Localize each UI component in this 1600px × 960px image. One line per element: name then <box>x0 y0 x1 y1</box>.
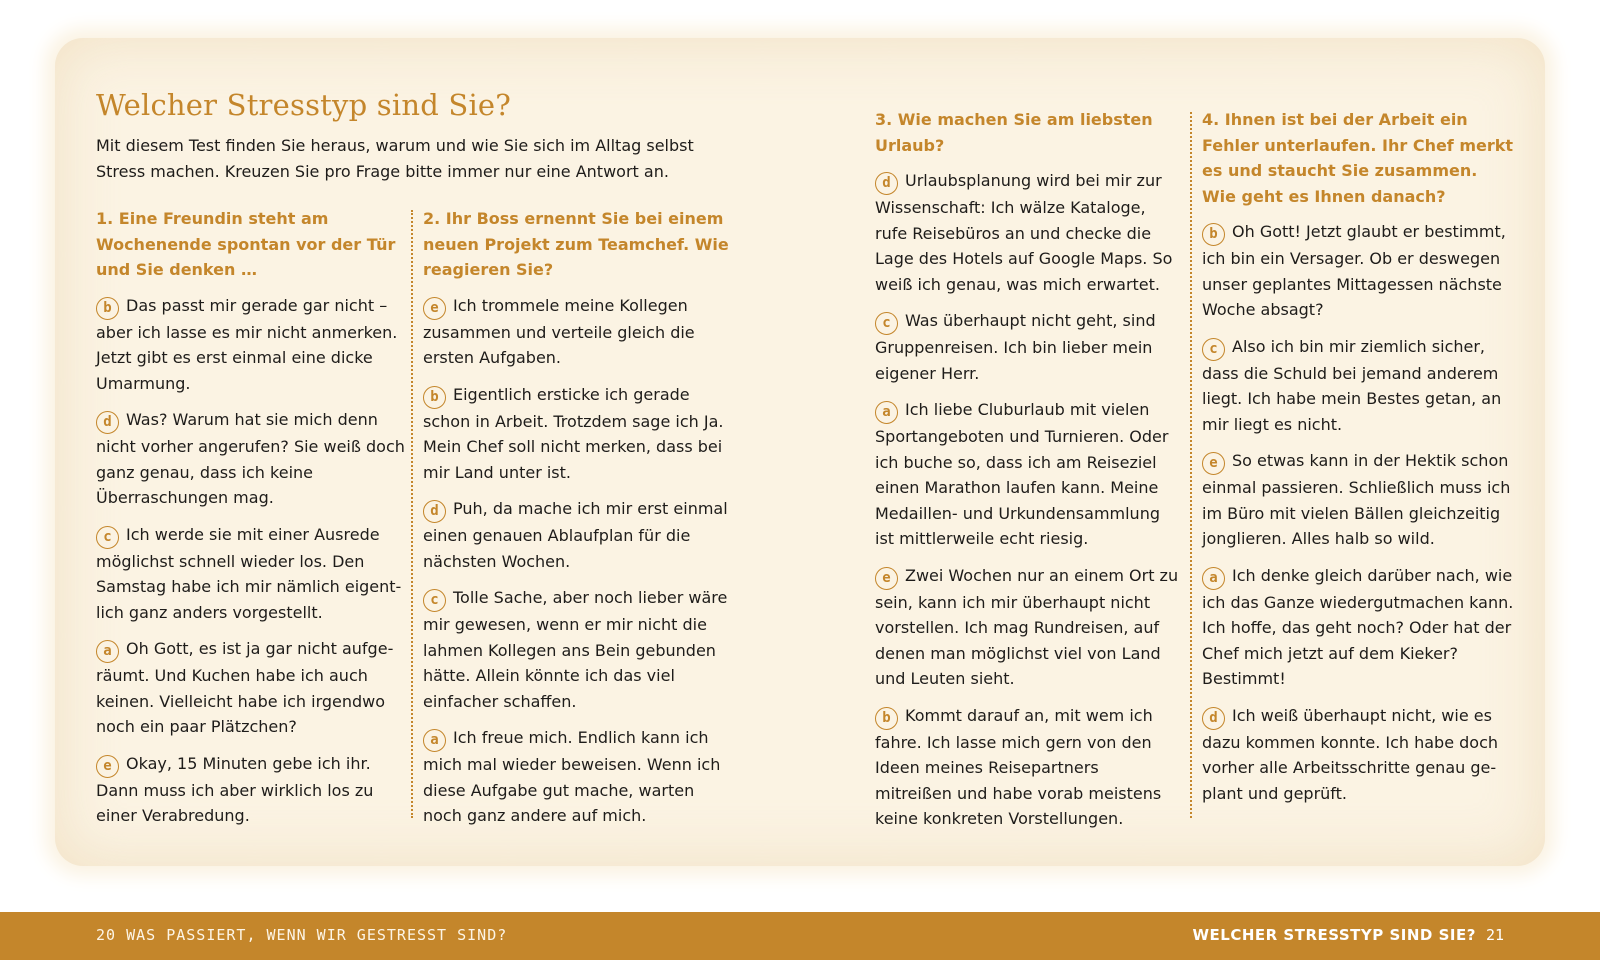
footer-right-running-head: WELCHER STRESSTYP SIND SIE? <box>1192 926 1476 944</box>
answer-text: Oh Gott, es ist ja gar nicht aufgeräumt. Und Kuchen habe ich auch keinen. Vielleicht habe ich irgendwo noch ein paar Plätzchen? <box>96 639 394 736</box>
answer-option[interactable] <box>96 636 408 740</box>
answer-option[interactable] <box>1202 334 1514 438</box>
answer-text: Zwei Wochen nur an einem Ort zu sein, kann ich mir überhaupt nicht vorstellen. Ich mag Rundreisen, auf denen man möglichst viel von Land und Leuten sieht. <box>875 565 1179 688</box>
answer-letter-badge: b <box>875 707 898 730</box>
answer-text: Tolle Sache, aber noch lieber wäre mir gewesen, wenn er mir nicht die lahmen Kollegen ans Bein gebunden hätte. Allein könnte ich das viel einfacher schaffen. <box>423 588 728 711</box>
answer-letter-badge: b <box>96 297 119 320</box>
answer-letter-badge: b <box>1202 223 1225 246</box>
column-divider-left <box>411 210 413 818</box>
answer-option[interactable] <box>423 496 729 574</box>
answer-option[interactable] <box>875 168 1179 297</box>
answer-option[interactable] <box>1202 219 1514 323</box>
answer-option[interactable] <box>423 382 729 486</box>
answer-letter-badge: e <box>1202 452 1225 475</box>
answer-letter-badge: c <box>1202 338 1225 361</box>
answer-option[interactable] <box>96 751 408 829</box>
footer-bar <box>0 912 1600 960</box>
answer-letter-badge: a <box>1202 567 1225 590</box>
answer-letter-badge: a <box>875 401 898 424</box>
answer-letter-badge: e <box>875 567 898 590</box>
answer-text: Okay, 15 Minuten gebe ich ihr. Dann muss ich aber wirklich los zu einer Verabredung. <box>96 753 374 825</box>
answer-letter-badge: d <box>96 411 119 434</box>
page-number: 21 <box>1485 926 1504 944</box>
answer-text: Das passt mir gerade gar nicht – aber ich lasse es mir nicht anmerken. Jetzt gibt es erst einmal eine dicke Umarmung. <box>96 295 398 393</box>
answer-letter-badge: d <box>1202 707 1225 730</box>
answer-option[interactable] <box>1202 703 1514 807</box>
answer-letter-badge: d <box>423 500 446 523</box>
answer-text: Eigentlich ersticke ich gerade schon in Arbeit. Trotzdem sage ich Ja. Mein Chef soll nicht merken, dass bei mir Land unter ist. <box>423 384 724 482</box>
answer-option[interactable] <box>875 308 1179 386</box>
answer-text: Ich denke gleich darüber nach, wie ich das Ganze wiedergutmachen kann. Ich hoffe, das geht noch? Oder hat der Chef mich jetzt auf dem Kieker? Bestimmt! <box>1202 565 1514 688</box>
answer-letter-badge: d <box>875 172 898 195</box>
question-4-text: 4. Ihnen ist bei der Arbeit ein Fehler unterlaufen. Ihr Chef merkt es und staucht Sie zusammen. Wie geht es Ihnen danach? <box>1202 110 1514 206</box>
answer-option[interactable] <box>423 725 729 829</box>
question-4 <box>1202 107 1514 817</box>
answer-letter-badge: c <box>423 589 446 612</box>
answer-text: Ich werde sie mit einer Ausrede möglichst schnell wieder los. Den Samstag habe ich mir nämlich eigentlich ganz anders vorgestellt. <box>96 524 402 622</box>
answer-text: Ich trommele meine Kollegen zusammen und verteile gleich die ersten Aufgaben. <box>423 295 695 367</box>
answer-option[interactable] <box>423 293 729 371</box>
answer-text: Oh Gott! Jetzt glaubt er bestimmt, ich bin ein Versager. Ob er deswegen unser geplantes Mittagessen nächste Woche absagt? <box>1202 222 1506 319</box>
question-2 <box>423 206 729 840</box>
footer-left-running-head: 20 WAS PASSIERT, WENN WIR GESTRESST SIND? <box>96 926 508 944</box>
answer-option[interactable] <box>1202 563 1514 692</box>
column-divider-right <box>1190 112 1192 818</box>
answer-option[interactable] <box>96 407 408 511</box>
answer-option[interactable] <box>423 585 729 714</box>
question-3-text: 3. Wie machen Sie am liebsten Urlaub? <box>875 110 1153 155</box>
answer-letter-badge: c <box>875 312 898 335</box>
answer-option[interactable] <box>1202 448 1514 552</box>
answer-text: Ich liebe Cluburlaub mit vielen Sportangeboten und Turnieren. Oder ich buche so, dass ich am Reiseziel einen Marathon laufen kann. Meine Medaillen- und Urkundensammlung ist mittlerweile echt riesig. <box>875 400 1169 548</box>
answer-text: Was überhaupt nicht geht, sind Gruppenreisen. Ich bin lieber mein eigener Herr. <box>875 311 1156 383</box>
question-2-text: 2. Ihr Boss ernennt Sie bei einem neuen Projekt zum Teamchef. Wie reagieren Sie? <box>423 209 729 279</box>
question-1 <box>96 206 408 840</box>
answer-text: Urlaubsplanung wird bei mir zur Wissenschaft: Ich wälze Kataloge, rufe Reisebüros an und checke die Lage des Hotels auf Google Maps. So weiß ich genau, was mich erwartet. <box>875 171 1173 294</box>
answer-text: Puh, da mache ich mir erst einmal einen genauen Ablaufplan für die nächsten Wochen. <box>423 499 728 571</box>
answer-option[interactable] <box>875 703 1179 832</box>
footer-right <box>1192 926 1504 944</box>
answer-option[interactable] <box>875 397 1179 552</box>
page-title: Welcher Stresstyp sind Sie? <box>96 88 512 122</box>
answer-option[interactable] <box>875 563 1179 692</box>
intro-text: Mit diesem Test finden Sie heraus, warum und wie Sie sich im Alltag selbst Stress machen. Kreuzen Sie pro Frage bitte immer nur eine Antwort an. <box>96 136 694 181</box>
question-1-text: 1. Eine Freundin steht am Wochenende spontan vor der Tür und Sie denken … <box>96 209 396 279</box>
answer-option[interactable] <box>96 293 408 397</box>
answer-text: Was? Warum hat sie mich denn nicht vorher angerufen? Sie weiß doch ganz genau, dass ich keine Überraschungen mag. <box>96 410 405 507</box>
answer-text: Ich freue mich. Endlich kann ich mich mal wieder beweisen. Wenn ich diese Aufgabe gut mache, warten noch ganz andere auf mich. <box>423 728 721 825</box>
answer-text: Kommt darauf an, mit wem ich fahre. Ich lasse mich gern von den Ideen meines Reisepartners mitreißen und habe vorab meistens keine konkreten Vorstellungen. <box>875 705 1162 828</box>
answer-option[interactable] <box>96 522 408 626</box>
answer-letter-badge: e <box>423 297 446 320</box>
answer-letter-badge: c <box>96 526 119 549</box>
answer-text: Also ich bin mir ziemlich sicher, dass die Schuld bei jemand anderem liegt. Ich habe mein Bestes getan, an mir liegt es nicht. <box>1202 336 1502 434</box>
question-3 <box>875 107 1179 843</box>
answer-text: Ich weiß überhaupt nicht, wie es dazu kommen konnte. Ich habe doch vorher alle Arbeitsschritte genau geplant und geprüft. <box>1202 705 1499 803</box>
answer-text: So etwas kann in der Hektik schon einmal passieren. Schließlich muss ich im Büro mit vielen Bällen gleichzeitig jonglieren. Alles halb so wild. <box>1202 451 1511 548</box>
answer-letter-badge: a <box>96 640 119 663</box>
answer-letter-badge: a <box>423 729 446 752</box>
answer-letter-badge: e <box>96 755 119 778</box>
answer-letter-badge: b <box>423 386 446 409</box>
